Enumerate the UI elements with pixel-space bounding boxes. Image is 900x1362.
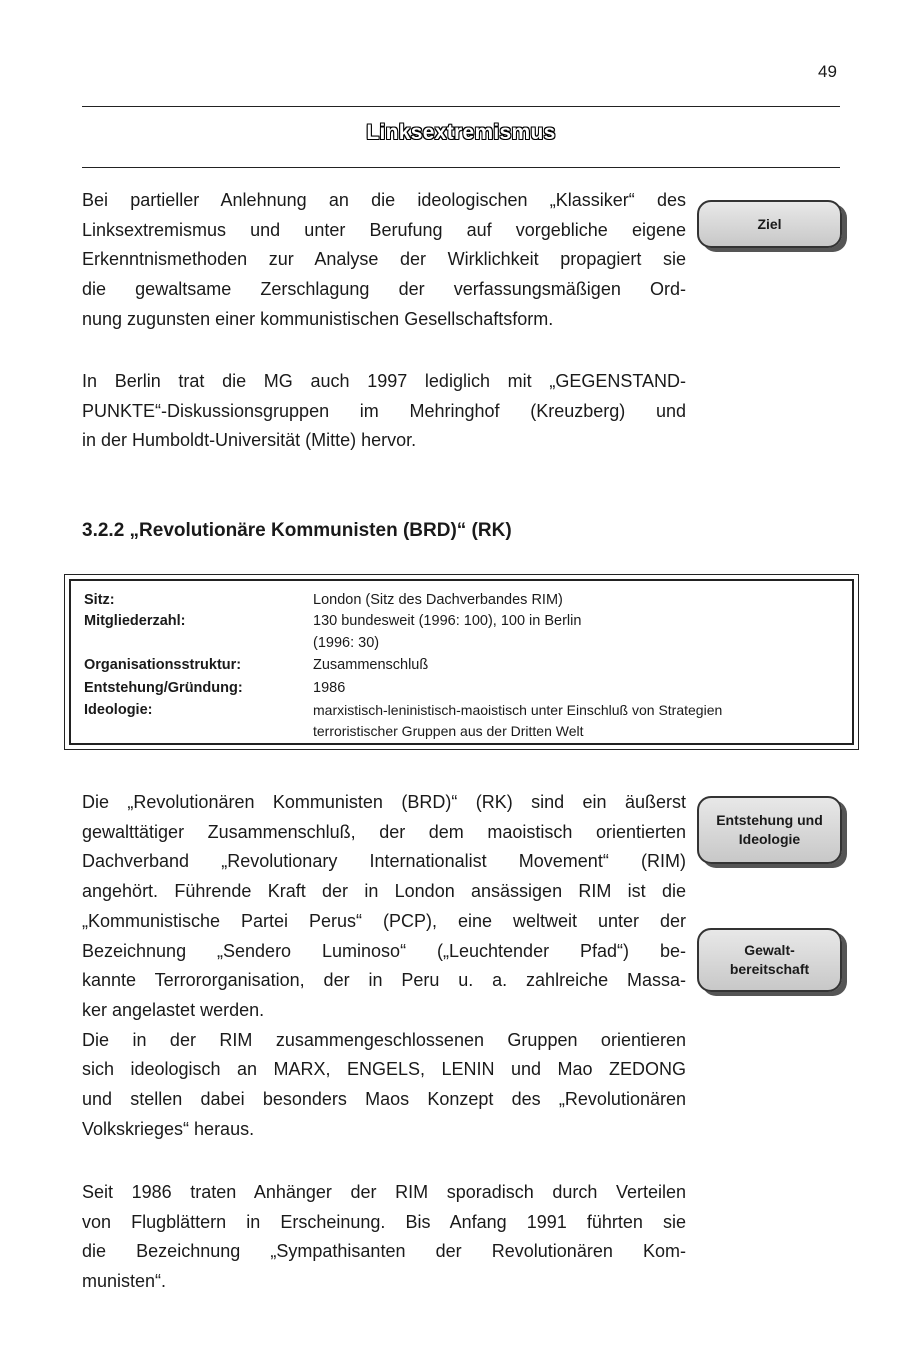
info-value-members: 130 bundesweit (1996: 100), 100 in Berlin xyxy=(313,613,582,629)
page-heading: Linksextremismus xyxy=(366,121,556,144)
heading-divider xyxy=(82,167,840,168)
info-label-founding: Entstehung/Gründung: xyxy=(84,680,243,696)
margin-note-origin-line: Ideologie xyxy=(738,831,801,847)
text-line: PUNKTE“-Diskussionsgruppen im Mehringhof (Kreuzberg) und xyxy=(82,400,686,421)
text-line: nung zugunsten einer kommunistischen Gesellschaftsform. xyxy=(82,308,554,329)
margin-note-goal xyxy=(697,200,842,248)
text-line: Erkenntnismethoden zur Analyse der Wirklichkeit propagiert sie xyxy=(82,249,686,270)
margin-note-goal-label: Ziel xyxy=(757,215,782,232)
text-line: In Berlin trat die MG auch 1997 lediglich mit „GEGENSTAND- xyxy=(82,371,686,391)
page-number: 49 xyxy=(818,62,837,81)
text-line: Bei partieller Anlehnung an die ideologischen „Klassiker“ des xyxy=(82,190,686,210)
paragraph-history xyxy=(82,1178,686,1297)
text-line: munisten“. xyxy=(82,1271,167,1292)
paragraph-berlin xyxy=(82,367,686,456)
margin-note-origin-line: Entstehung und xyxy=(716,812,823,828)
text-line: „Kommunistische Partei Perus“ (PCP), eine weltweit unter der xyxy=(82,910,686,931)
top-divider xyxy=(82,106,840,107)
text-line: Seit 1986 traten Anhänger der RIM sporadisch durch Verteilen xyxy=(82,1182,686,1202)
margin-note-origin xyxy=(697,796,842,864)
info-value-ideology-cont: terroristischer Gruppen aus der Dritten Welt xyxy=(313,723,584,739)
text-line: und stellen dabei besonders Maos Konzept des „Revolutionären xyxy=(82,1089,686,1110)
text-line: die gewaltsame Zerschlagung der verfassungsmäßigen Ord- xyxy=(82,279,686,300)
paragraph-goal xyxy=(82,186,686,335)
margin-note-violence xyxy=(697,928,842,992)
info-label-ideology: Ideologie: xyxy=(84,702,153,718)
text-line: sich ideologisch an MARX, ENGELS, LENIN und Mao ZEDONG xyxy=(82,1059,686,1080)
info-value-members-cont: (1996: 30) xyxy=(313,635,380,651)
margin-note-violence-line: Gewalt- xyxy=(744,942,795,958)
info-value-founding: 1986 xyxy=(313,680,346,696)
text-line: Dachverband „Revolutionary Internationalist Movement“ (RIM) xyxy=(82,851,686,872)
info-value-structure: Zusammenschluß xyxy=(313,657,429,673)
text-line: gewalttätiger Zusammenschluß, der dem maoistisch orientierten xyxy=(82,821,686,842)
text-line: Volkskrieges“ heraus. xyxy=(82,1118,255,1139)
text-line: angehört. Führende Kraft der in London ansässigen RIM ist die xyxy=(82,881,686,902)
section-title: 3.2.2 „Revolutionäre Kommunisten (BRD)“ (RK) xyxy=(82,520,512,541)
text-line: Bezeichnung „Sendero Luminoso“ („Leuchtender Pfad“) be- xyxy=(82,940,686,961)
text-line: die Bezeichnung „Sympathisanten der Revolutionären Kom- xyxy=(82,1241,686,1262)
text-line: ker angelastet werden. xyxy=(82,999,265,1020)
text-line: kannte Terrororganisation, der in Peru u. a. zahlreiche Massa- xyxy=(82,970,686,991)
info-value-seat: London (Sitz des Dachverbandes RIM) xyxy=(313,592,563,608)
info-value-ideology: marxistisch-leninistisch-maoistisch unter Einschluß von Strategien xyxy=(313,702,723,718)
paragraph-rk-description xyxy=(82,788,686,1144)
margin-note-violence-line: bereitschaft xyxy=(729,961,810,977)
info-label-members: Mitgliederzahl: xyxy=(84,613,186,629)
info-label-seat: Sitz: xyxy=(84,592,115,608)
text-line: Linksextremismus und unter Berufung auf vorgebliche eigene xyxy=(82,219,686,240)
info-label-structure: Organisationsstruktur: xyxy=(84,657,242,673)
text-line: Die „Revolutionären Kommunisten (BRD)“ (RK) sind ein äußerst xyxy=(82,792,686,812)
text-line: in der Humboldt-Universität (Mitte) hervor. xyxy=(82,430,417,451)
text-line: Die in der RIM zusammengeschlossenen Gruppen orientieren xyxy=(82,1029,686,1050)
text-line: von Flugblättern in Erscheinung. Bis Anfang 1991 führten sie xyxy=(82,1211,686,1232)
